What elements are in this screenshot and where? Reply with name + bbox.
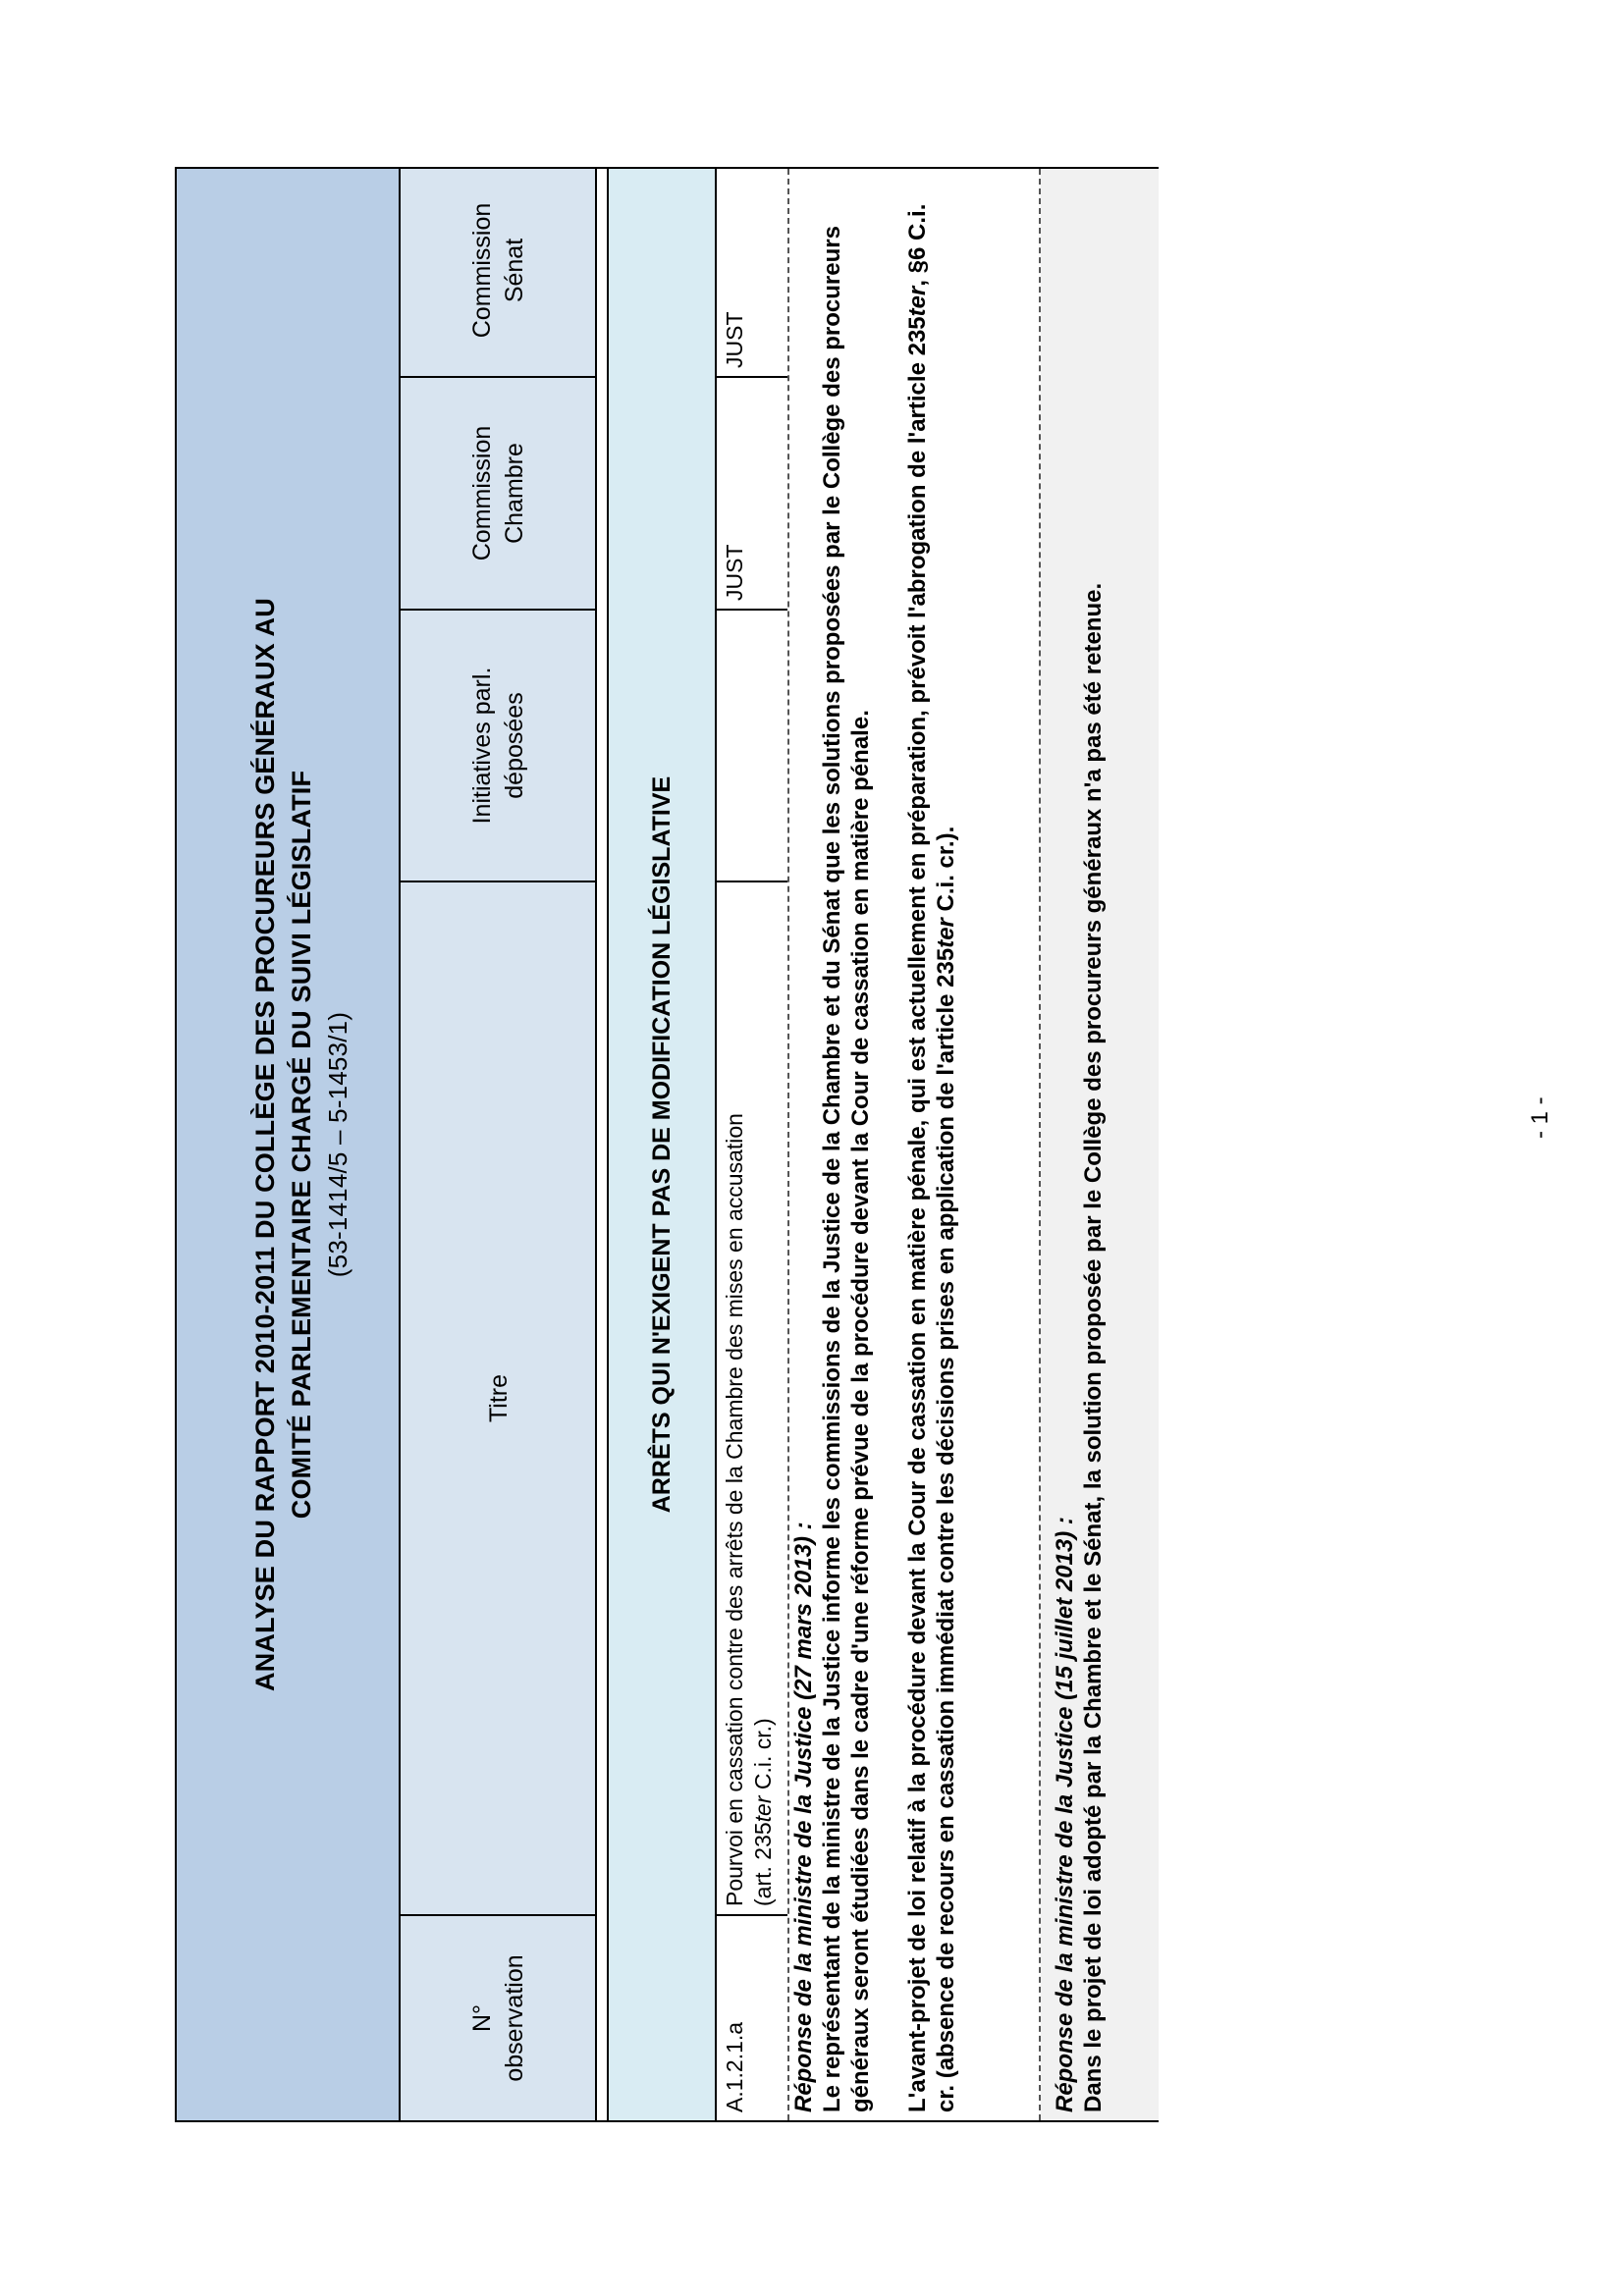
response-label: Réponse de la ministre de la Justice (27 mars 2013) <box>790 1536 817 2112</box>
spacer-row <box>597 169 609 2120</box>
response-block-1: Réponse de la ministre de la Justice (27 mars 2013) : Le représentant de la ministre de la Justice informe les commissions de la Justice de la Chambre et du Sénat que les solutions proposées par le Collège des procureurs généraux seront étudiées dans le cadre d'une réforme prévue de la procédure devant la Cour de cassation en matière pénale. L'avant-projet de loi relatif à la procédure devant la Cour de cassation en matière pénale, qui est actuellement en préparation, prévoit l'abrogation de l'article 235ter, §6 C.i. cr. (absence de recours en cassation immédiat contre les décisions prises en application de l'article 235ter C.i. cr.). <box>789 169 1037 2120</box>
column-header-row <box>401 169 597 2120</box>
title-line-1: ANALYSE DU RAPPORT 2010-2011 DU COLLÈGE DES PROCUREURS GÉNÉRAUX AU <box>250 598 280 1691</box>
row-commission-senat: JUST <box>722 311 747 368</box>
header-initiatives: Initiatives parl. déposées <box>401 609 597 881</box>
row-initiatives <box>717 609 787 881</box>
title-line-2: COMITÉ PARLEMENTAIRE CHARGÉ DU SUIVI LÉGISLATIF <box>287 770 316 1520</box>
response-paragraph: Dans le projet de loi adopté par la Chambre et le Sénat, la solution proposée par le Collège des procureurs généraux n'a pas été retenue. <box>1080 582 1107 2112</box>
row-commission-chambre: JUST <box>717 376 787 609</box>
page-number: - 1 - <box>1527 1096 1553 1139</box>
response-paragraph: Le représentant de la ministre de la Justice informe les commissions de la Justice de la Chambre et du Sénat que les solutions proposées par le Collège des procureurs généraux seront étudiées dans le cadre d'une réforme prévue de la procédure devant la Cour de cassation en matière pénale. <box>819 226 874 2112</box>
table-title-band <box>177 169 401 2120</box>
response-paragraph-2: L'avant-projet de loi relatif à la procédure devant la Cour de cassation en matière pénale, qui est actuellement en préparation, prévoit l'abrogation de l'article 235ter, §6 C.i. cr. (absence de recours en cassation immédiat contre les décisions prises en application de l'article 235ter C.i. cr.). <box>904 203 959 2112</box>
header-titre: Titre <box>401 881 597 1914</box>
response-label: Réponse de la ministre de la Justice (15 juillet 2013) <box>1052 1530 1078 2112</box>
rotated-page-content <box>175 167 1159 2122</box>
header-commission-senat: Commission Sénat <box>468 202 528 339</box>
title-line-3: (53-1414/5 – 5-1453/1) <box>323 1011 352 1278</box>
header-observation: N° observation <box>401 1914 597 2120</box>
response-block-2: Réponse de la ministre de la Justice (15 juillet 2013) : Dans le projet de loi adopté par la Chambre et le Sénat, la solution proposée par le Collège des procureurs généraux n'a pas été retenue. <box>1041 169 1159 2120</box>
section-title: ARRÊTS QUI N'EXIGENT PAS DE MODIFICATION LÉGISLATIVE <box>609 169 717 2120</box>
table-row <box>717 169 787 2120</box>
row-title: Pourvoi en cassation contre des arrêts de la Chambre des mises en accusation (art. 235ter C.i. cr.) <box>717 881 787 1914</box>
analysis-table <box>175 167 1159 2122</box>
row-number: A.1.2.1.a <box>717 1914 787 2120</box>
header-commission-chambre: Commission Chambre <box>401 376 597 609</box>
